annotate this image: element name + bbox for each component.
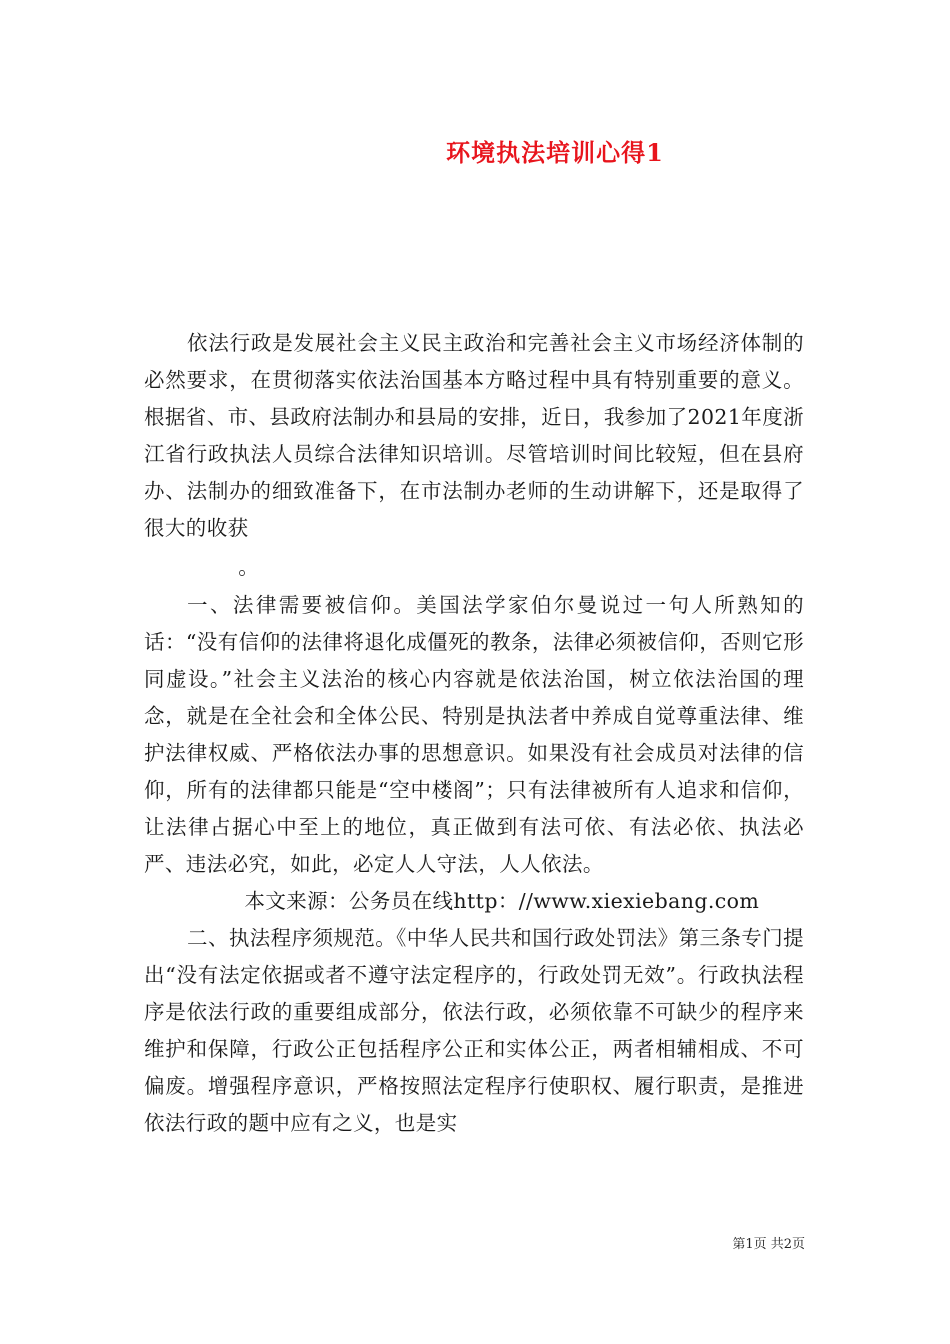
document-title: 环境执法培训心得1 — [446, 138, 664, 167]
paragraph-section-2: 二、执法程序须规范。《中华人民共和国行政处罚法》第三条专门提出“没有法定依据或者不遵守法定程序的，行政处罚无效”。行政执法程序是依法行政的重要组成部分，依法行政，必须依靠不可缺少的程序来维护和保障，行政公正包括程序公正和实体公正，两者相辅相成、不可偏废。增强程序意识，严格按照法定程序行使职权、履行职责，是推进依法行政的题中应有之义，也是实 — [144, 926, 804, 1135]
document-body — [144, 325, 804, 1142]
paragraph-period: 。 — [238, 555, 260, 579]
paragraph-section-1: 一、法律需要被信仰。美国法学家伯尔曼说过一句人所熟知的话：“没有信仰的法律将退化成僵死的教条，法律必须被信仰，否则它形同虚设。”社会主义法治的核心内容就是依法治国，树立依法治国的理念，就是在全社会和全体公民、特别是执法者中养成自觉尊重法律、维护法律权威、严格依法办事的思想意识。如果没有社会成员对法律的信仰，所有的法律都只能是“空中楼阁”；只有法律被所有人追求和信仰，让法律占据心中至上的地位，真正做到有法可依、有法必依、执法必严、违法必究，如此，必定人人守法，人人依法。 — [144, 593, 804, 876]
paragraph-intro: 依法行政是发展社会主义民主政治和完善社会主义市场经济体制的必然要求，在贯彻落实依法治国基本方略过程中具有特别重要的意义。根据省、市、县政府法制办和县局的安排，近日，我参加了2021年度浙江省行政执法人员综合法律知识培训。尽管培训时间比较短，但在县府办、法制办的细致准备下，在市法制办老师的生动讲解下，还是取得了很大的收获 — [144, 331, 804, 540]
source-line: 本文来源：公务员在线http：//www.xiexiebang.com — [244, 889, 760, 913]
page-number: 第1页 共2页 — [732, 1237, 805, 1252]
